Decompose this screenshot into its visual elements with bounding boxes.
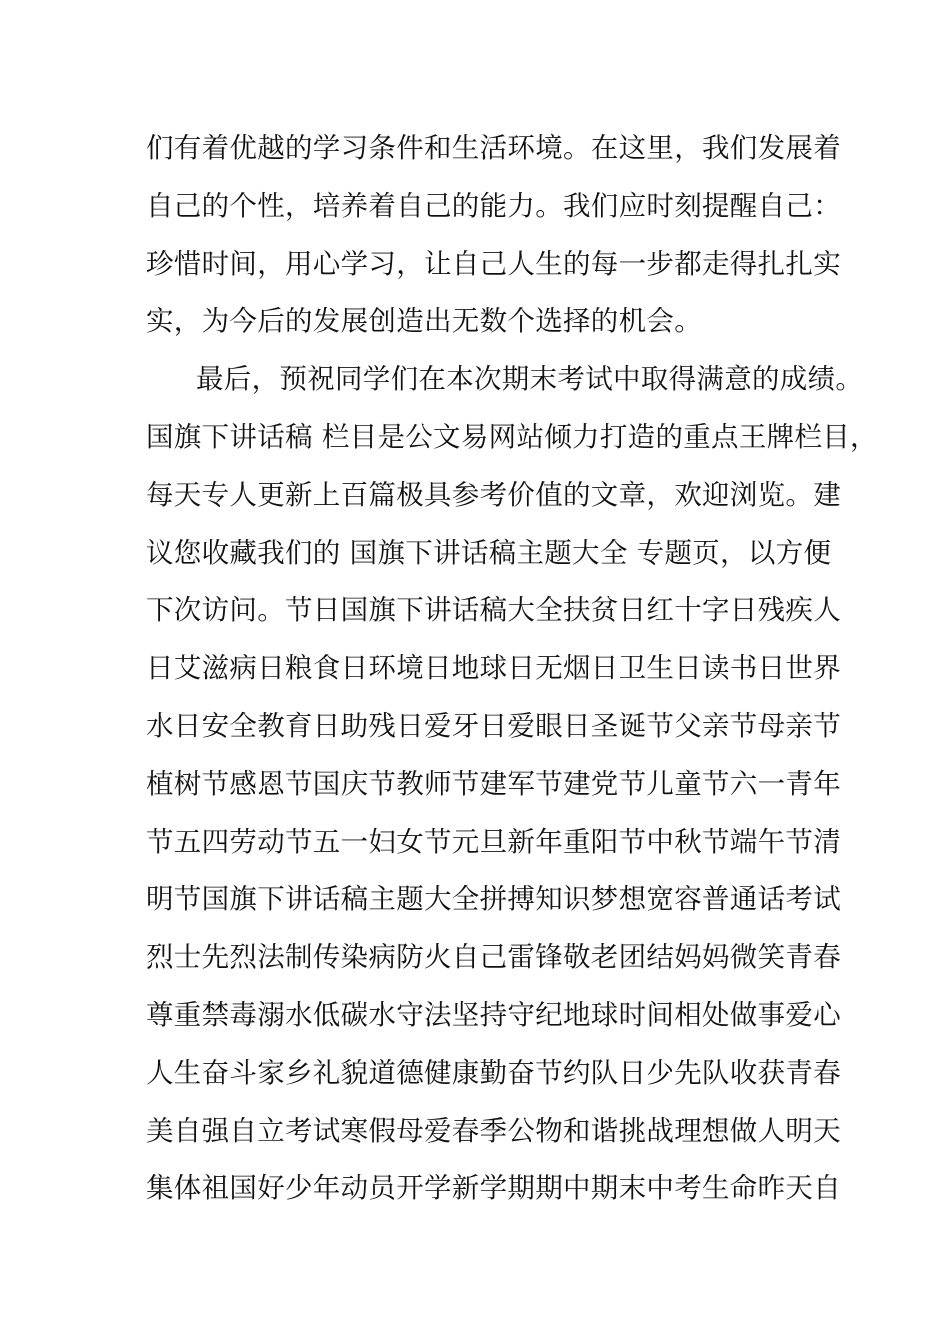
text-line: 议您收藏我们的 国旗下讲话稿主题大全 专题页，以方便 bbox=[146, 536, 832, 569]
text-line: 明节国旗下讲话稿主题大全拼搏知识梦想宽容普通话考试 bbox=[146, 883, 841, 916]
text-line: 尊重禁毒溺水低碳水守法坚持守纪地球时间相处做事爱心 bbox=[146, 998, 841, 1031]
text-line: 烈士先烈法制传染病防火自己雷锋敬老团结妈妈微笑青春 bbox=[146, 941, 841, 974]
text-line: 国旗下讲话稿 栏目是公文易网站倾力打造的重点王牌栏目， bbox=[146, 420, 878, 453]
text-line: 下次访问。节日国旗下讲话稿大全扶贫日红十字日残疾人 bbox=[146, 594, 841, 627]
text-line: 日艾滋病日粮食日环境日地球日无烟日卫生日读书日世界 bbox=[146, 652, 841, 685]
text-line: 每天专人更新上百篇极具参考价值的文章，欢迎浏览。建 bbox=[146, 478, 841, 511]
text-line: 水日安全教育日助残日爱牙日爱眼日圣诞节父亲节母亲节 bbox=[146, 709, 841, 742]
text-line: 自己的个性，培养着自己的能力。我们应时刻提醒自己： bbox=[146, 189, 841, 222]
body-text bbox=[146, 120, 878, 1218]
text-line: 美自强自立考试寒假母爱春季公物和谐挑战理想做人明天 bbox=[146, 1114, 841, 1147]
closing-paragraph-line: 最后，预祝同学们在本次期末考试中取得满意的成绩。 bbox=[196, 363, 864, 396]
text-line: 们有着优越的学习条件和生活环境。在这里，我们发展着 bbox=[146, 132, 841, 164]
text-line: 珍惜时间，用心学习，让自己人生的每一步都走得扎扎实 bbox=[146, 247, 841, 280]
text-line: 植树节感恩节国庆节教师节建军节建党节儿童节六一青年 bbox=[146, 767, 841, 800]
text-line: 实，为今后的发展创造出无数个选择的机会。 bbox=[146, 305, 702, 338]
text-line: 节五四劳动节五一妇女节元旦新年重阳节中秋节端午节清 bbox=[146, 825, 841, 858]
text-line: 集体祖国好少年动员开学新学期期中期末中考生命昨天自 bbox=[146, 1172, 841, 1205]
text-line: 人生奋斗家乡礼貌道德健康勤奋节约队日少先队收获青春 bbox=[146, 1056, 841, 1089]
